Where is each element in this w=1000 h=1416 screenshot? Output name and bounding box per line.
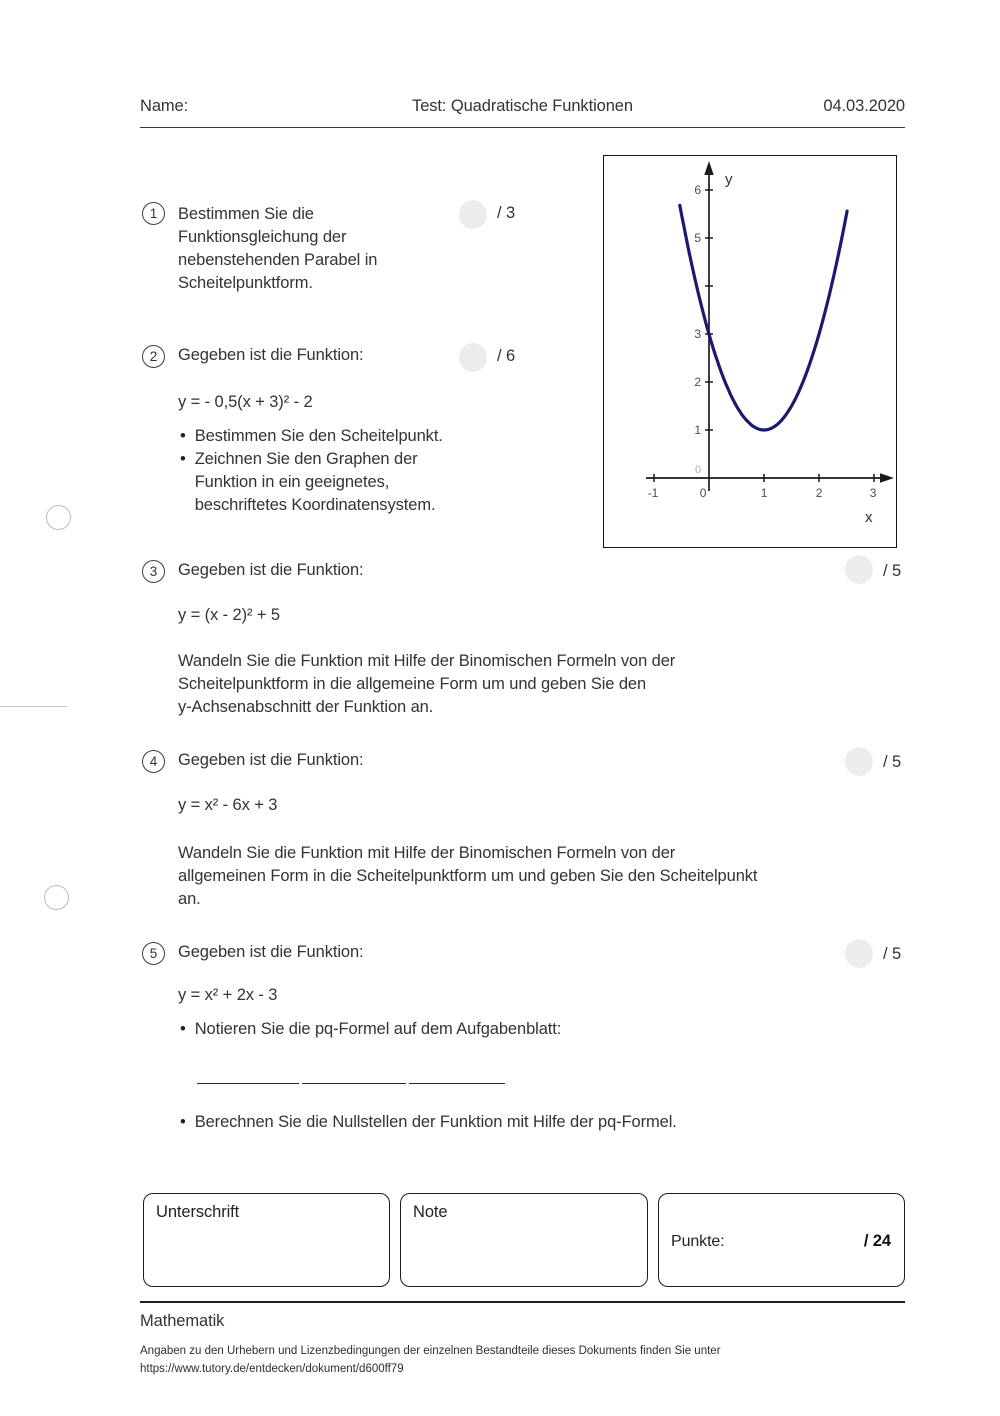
page-title: Test: Quadratische Funktionen xyxy=(412,97,633,115)
date: 04.03.2020 xyxy=(823,97,905,115)
signature-box xyxy=(143,1193,390,1287)
parabola-graph xyxy=(603,155,897,548)
question-5-points: / 5 xyxy=(883,945,902,963)
question-2-title: Gegeben ist die Funktion: xyxy=(178,346,364,364)
subject-label: Mathematik xyxy=(140,1312,225,1330)
question-3-number: 3 xyxy=(142,560,165,583)
x-tick-label: 0 xyxy=(699,486,707,500)
question-4-instructions: Wandeln Sie die Funktion mit Hilfe der Binomischen Formeln von der allgemeinen Form in die Scheitelpunktform um und geben Sie den Scheitelpunkt an. xyxy=(178,844,758,908)
question-2-formula: y = - 0,5(x + 3)² - 2 xyxy=(178,393,313,411)
question-3-instructions: Wandeln Sie die Funktion mit Hilfe der Binomischen Formeln von der Scheitelpunktform in die allgemeine Form um und geben Sie den y-Achsenabschnitt der Funktion an. xyxy=(178,652,676,716)
x-axis-arrow xyxy=(880,473,894,482)
name-label: Name: xyxy=(140,97,189,115)
points-box xyxy=(658,1193,905,1287)
points-label: Punkte: xyxy=(671,1233,725,1250)
x-tick-label: 3 xyxy=(869,486,877,500)
y-axis-label: y xyxy=(725,171,733,188)
grade-box xyxy=(400,1193,648,1287)
y-tick-label: 5 xyxy=(694,231,701,245)
question-3-points: / 5 xyxy=(883,562,902,580)
question-5-bullet-2: • Berechnen Sie die Nullstellen der Funktion mit Hilfe der pq-Formel. xyxy=(180,1111,677,1134)
x-tick-label: 2 xyxy=(815,486,823,500)
parabola-curve xyxy=(680,205,847,430)
points-badge-circle xyxy=(845,555,873,584)
question-1-points: / 3 xyxy=(497,204,516,222)
y-axis-arrow xyxy=(704,161,713,175)
question-5-formula: y = x² + 2x - 3 xyxy=(178,986,278,1004)
x-tick-label: 1 xyxy=(760,486,768,500)
question-3-formula: y = (x - 2)² + 5 xyxy=(178,606,281,624)
points-badge-circle xyxy=(459,343,487,372)
question-5-number: 5 xyxy=(142,942,165,965)
footer-divider xyxy=(140,1301,905,1303)
y-tick-label: 1 xyxy=(694,423,701,437)
question-4-formula: y = x² - 6x + 3 xyxy=(178,796,278,814)
question-4-points: / 5 xyxy=(883,753,902,771)
license-text: Angaben zu den Urhebern und Lizenzbedingungen der einzelnen Bestandteile dieses Dokuments finden Sie unter xyxy=(140,1345,721,1357)
question-2-bullet-1: • Bestimmen Sie den Scheitelpunkt. xyxy=(180,425,443,448)
points-badge-circle xyxy=(845,747,873,776)
question-1-text: Bestimmen Sie die Funktionsgleichung der nebenstehenden Parabel in Scheitelpunktform. xyxy=(178,205,378,292)
answer-blank-line xyxy=(197,1070,505,1084)
question-2-number: 2 xyxy=(142,345,165,368)
question-5-title: Gegeben ist die Funktion: xyxy=(178,943,364,961)
points-total: / 24 xyxy=(863,1232,891,1250)
x-axis-label: x xyxy=(865,509,873,526)
y-tick-label: 3 xyxy=(694,327,701,341)
parabola-graph-svg xyxy=(604,156,895,546)
x-tick-label: -1 xyxy=(647,486,659,500)
license-url: https://www.tutory.de/entdecken/dokument/d600ff79 xyxy=(140,1363,404,1375)
header-divider xyxy=(140,127,905,128)
y-tick-label: 6 xyxy=(694,183,701,197)
punch-hole-mark-top xyxy=(46,505,71,530)
points-badge-circle xyxy=(845,939,873,968)
punch-hole-mark-bottom xyxy=(44,885,69,910)
origin-label-faint: 0 xyxy=(694,464,701,476)
question-2-bullet-2: • Zeichnen Sie den Graphen der Funktion in ein geeignetes, beschriftetes Koordinatensystem. xyxy=(180,448,435,517)
question-3-title: Gegeben ist die Funktion: xyxy=(178,561,364,579)
question-5-bullet-1: • Notieren Sie die pq-Formel auf dem Aufgabenblatt: xyxy=(180,1018,561,1041)
points-badge-circle xyxy=(459,200,487,229)
question-4-title: Gegeben ist die Funktion: xyxy=(178,751,364,769)
grade-label: Note xyxy=(413,1203,448,1221)
signature-label: Unterschrift xyxy=(156,1203,240,1221)
question-2-points: / 6 xyxy=(497,347,516,365)
question-4-number: 4 xyxy=(142,750,165,773)
y-tick-label: 2 xyxy=(694,375,701,389)
question-1-number: 1 xyxy=(142,202,165,225)
fold-mark xyxy=(0,706,67,707)
